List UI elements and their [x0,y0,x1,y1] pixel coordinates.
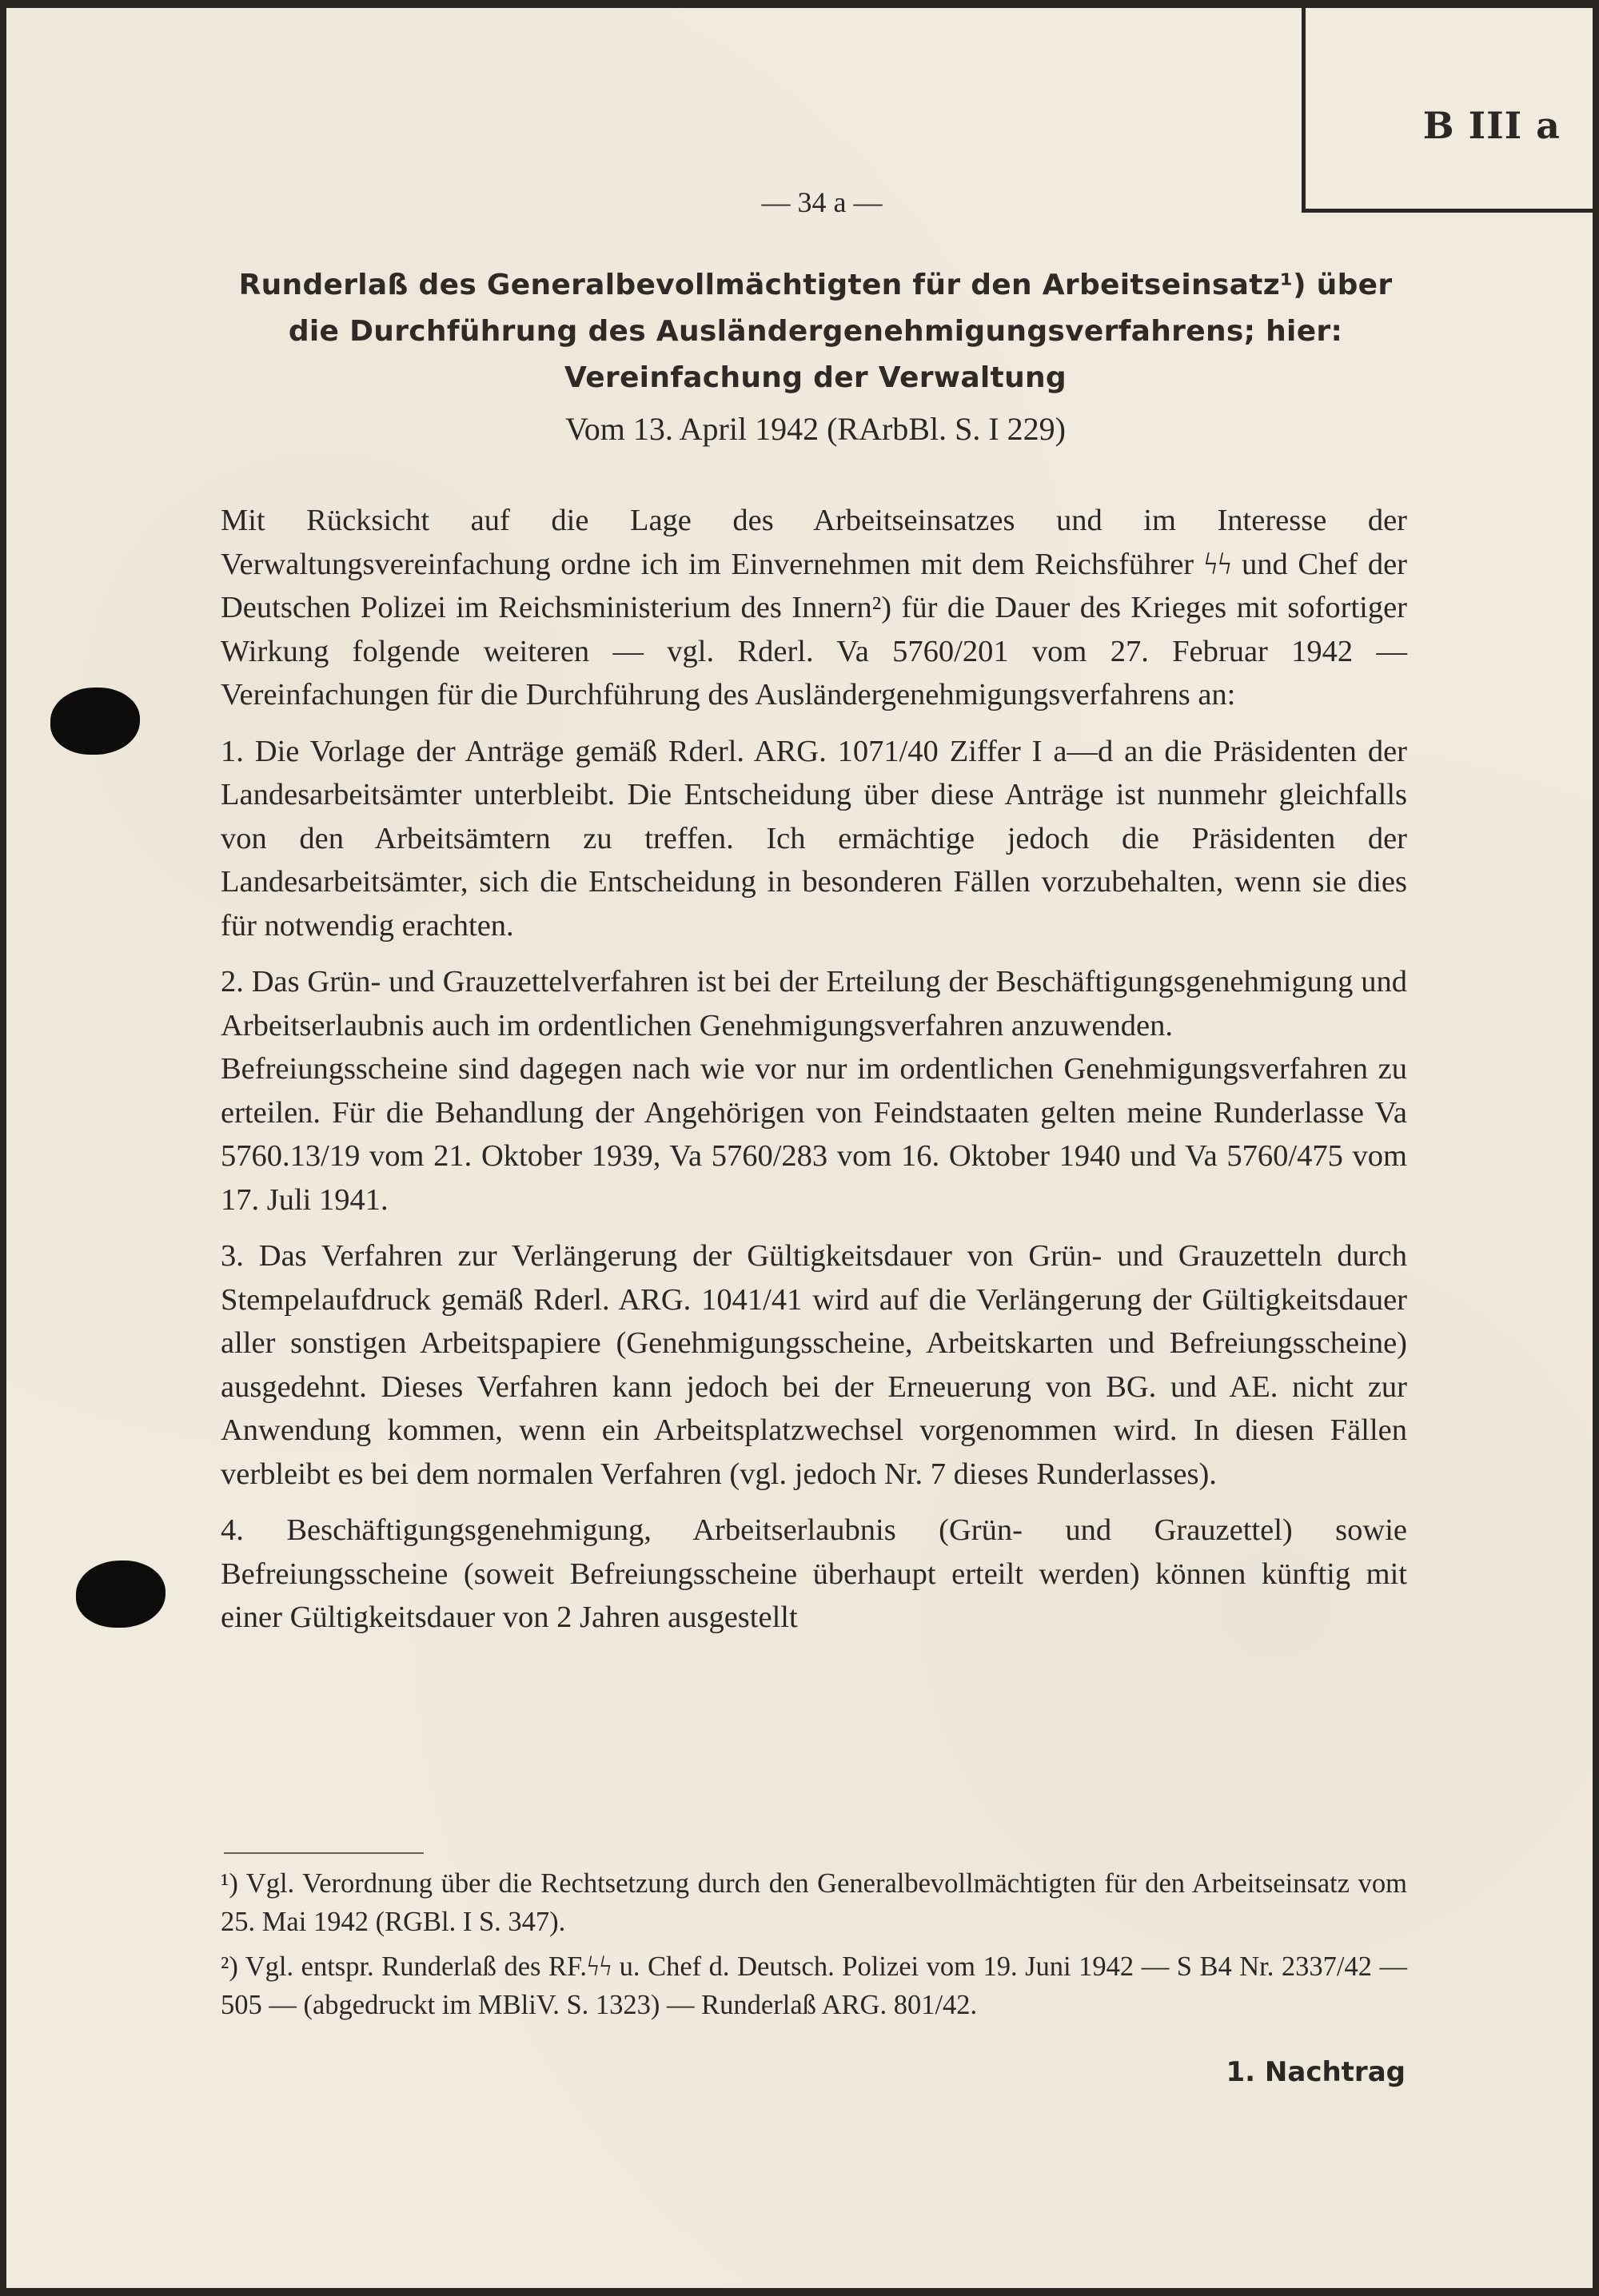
document-title: Runderlaß des Generalbevollmächtigten für den Arbeitseinsatz¹) über die Durchführung des Ausländergenehmigungsverfahrens; hier: Vereinfachung der Verwaltung [238,269,1393,394]
section-marker-label: B III a [1422,104,1561,147]
document-body [221,499,1407,1652]
paragraph-item-1: 1. Die Vorlage der Anträge gemäß Rderl. ARG. 1071/40 Ziffer I a—d an die Präsidenten der Landesarbeitsämter unterbleibt. Die Entscheidung über diese Anträge ist nunmehr gleichfalls von den Arbeitsämtern zu treffen. Ich ermächtige jedoch die Präsidenten der Landesarbeitsämter, sich die Entscheidung in besonderen Fällen vorzubehalten, wenn sie dies für notwendig erachten. [221,734,1407,943]
page-number: — 34 a — [761,186,883,218]
document-date-line: Vom 13. April 1942 (RArbBl. S. I 229) [565,411,1066,447]
paragraph-intro: Mit Rücksicht auf die Lage des Arbeitseinsatzes und im Interesse der Verwaltungsvereinfachung ordne ich im Einvernehmen mit dem Reichsführer ϟϟ und Chef der Deutschen Polizei im Reichsministerium des Innern²) für die Dauer des Krieges mit sofortiger Wirkung folgende weiteren — vgl. Rderl. Va 5760/201 vom 27. Februar 1942 — Vereinfachungen für die Durchführung des Ausländergenehmigungsverfahrens an: [221,504,1407,712]
paragraph-item-4: 4. Beschäftigungsgenehmigung, Arbeitserlaubnis (Grün- und Grauzettel) sowie Befreiungsscheine (soweit Befreiungsscheine überhaupt erteilt werden) können künftig mit einer Gültigkeitsdauer von 2 Jahren ausgestellt [221,1513,1407,1634]
punch-hole-bottom [76,1561,165,1628]
footnote-2: ²) Vgl. entspr. Runderlaß des RF.ϟϟ u. Chef d. Deutsch. Polizei vom 19. Juni 1942 — S B4 Nr. 2337/42 — 505 — (abgedruckt im MBliV. S. 1323) — Runderlaß ARG. 801/42. [221,1951,1407,2020]
title-block [224,262,1407,454]
footnote-divider [224,1852,424,1854]
document-page [6,8,1593,2288]
footnote-1: ¹) Vgl. Verordnung über die Rechtsetzung durch den Generalbevollmächtigten für den Arbeitseinsatz vom 25. Mai 1942 (RGBl. I S. 347). [221,1868,1407,1937]
paragraph-item-2: 2. Das Grün- und Grauzettelverfahren ist bei der Erteilung der Beschäftigungsgenehmigung und Arbeitserlaubnis auch im ordentlichen Genehmigungsverfahren anzuwenden. [221,965,1407,1042]
paragraph-item-3: 3. Das Verfahren zur Verlängerung der Gültigkeitsdauer von Grün- und Grauzetteln durch Stempelaufdruck gemäß Rderl. ARG. 1041/41 wird auf die Verlängerung der Gültigkeitsdauer aller sonstigen Arbeitspapiere (Genehmigungsscheine, Arbeitskarten und Befreiungsscheine) ausgedehnt. Dieses Verfahren kann jedoch bei der Erneuerung von BG. und AE. nicht zur Anwendung kommen, wenn ein Arbeitsplatzwechsel vorgenommen wird. In diesen Fällen verbleibt es bei dem normalen Verfahren (vgl. jedoch Nr. 7 dieses Runderlasses). [221,1239,1407,1491]
footnotes [221,1864,1407,2031]
supplement-label: 1. Nachtrag [1226,2056,1406,2088]
punch-hole-top [50,688,140,755]
section-marker-box [1302,8,1593,213]
paragraph-item-2-continued: Befreiungsscheine sind dagegen nach wie vor nur im ordentlichen Genehmigungsverfahren zu erteilen. Für die Behandlung der Angehörigen von Feindstaaten gelten meine Runderlasse Va 5760.13/19 vom 21. Oktober 1939, Va 5760/283 vom 16. Oktober 1940 und Va 5760/475 vom 17. Juli 1941. [221,1052,1407,1217]
